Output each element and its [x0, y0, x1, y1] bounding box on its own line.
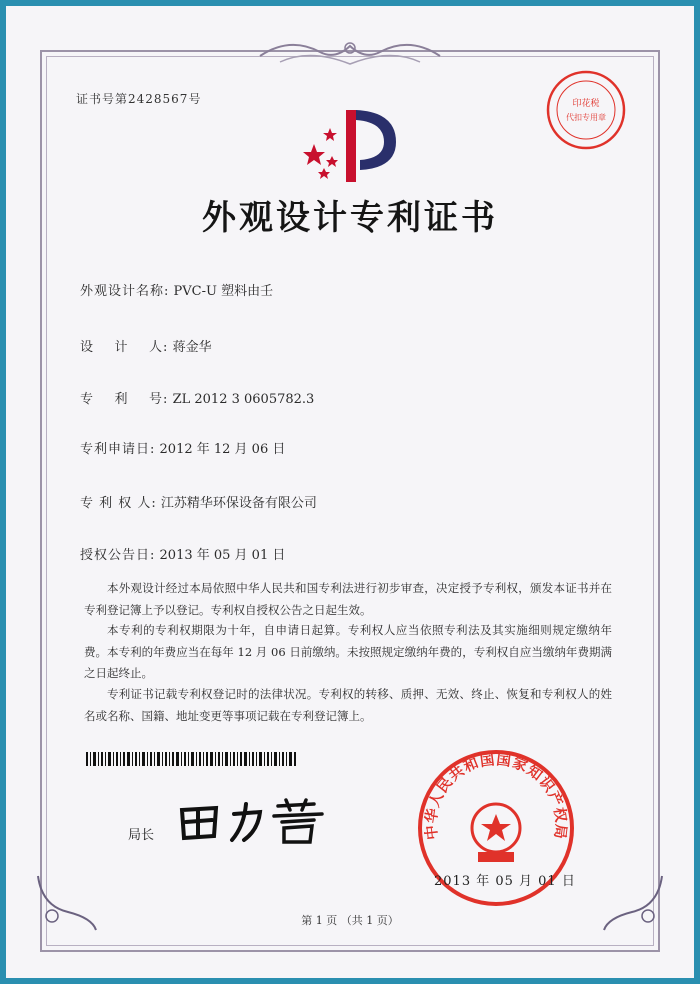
field-label: 专 利 权 人: [80, 496, 157, 511]
field-value: 江苏精华环保设备有限公司 [160, 496, 317, 511]
seal-date: 2013 年 05 月 01 日 [434, 874, 576, 889]
director-signature [174, 796, 334, 846]
top-ornament [250, 34, 450, 74]
field-designer [80, 336, 212, 355]
paragraph-term: 本专利的专利权期限为十年，自申请日起算。专利权人应当依照专利法及其实施细则规定缴纳年费。本专利的年费应当在每年 12 月 06 日前缴纳。未按照规定缴纳年费的，专利权自应当缴纳年费期满之日起终止。 [84, 623, 612, 680]
field-label: 授权公告日: [80, 548, 156, 563]
field-grant-date [80, 544, 285, 563]
seal-text: 中华人民共和国国家知识产权局 [423, 752, 569, 841]
svg-text:印花税: 印花税 [572, 99, 600, 109]
field-value: PVC-U 塑料由壬 [173, 284, 274, 299]
field-value: 2012 年 12 月 06 日 [159, 442, 286, 457]
field-value: 蒋金华 [172, 340, 212, 355]
field-label: 专利申请日: [80, 442, 156, 457]
field-label: 专 利 号: [80, 392, 169, 407]
certificate-title: 外观设计专利证书 [202, 198, 498, 238]
field-label: 外观设计名称: [80, 284, 170, 299]
field-label: 设 计 人: [80, 340, 169, 355]
field-patent-number [80, 388, 314, 407]
page-footer: 第 1 页 （共 1 页） [301, 914, 399, 927]
patent-office-logo [296, 106, 408, 186]
tax-stamp [544, 68, 628, 152]
field-application-date [80, 438, 285, 457]
barcode [86, 752, 296, 766]
paragraph-grant: 本外观设计经过本局依照中华人民共和国专利法进行初步审查，决定授予专利权，颁发本证书并在专利登记簿上予以登记。专利权自授权公告之日起生效。 [84, 581, 612, 617]
paragraph-legal-status: 专利证书记载专利权登记时的法律状况。专利权的转移、质押、无效、终止、恢复和专利权人的姓名或名称、国籍、地址变更等事项记载在专利登记簿上。 [84, 687, 612, 723]
certificate-number: 证书号第2428567号 [76, 92, 202, 106]
field-patentee [80, 492, 317, 511]
field-value: ZL 2012 3 0605782.3 [172, 392, 315, 407]
field-design-name [80, 280, 273, 299]
field-value: 2013 年 05 月 01 日 [159, 548, 286, 563]
certificate-sheet [6, 6, 694, 978]
svg-text:代扣专用章: 代扣专用章 [566, 113, 606, 122]
director-label: 局长 [128, 828, 155, 843]
